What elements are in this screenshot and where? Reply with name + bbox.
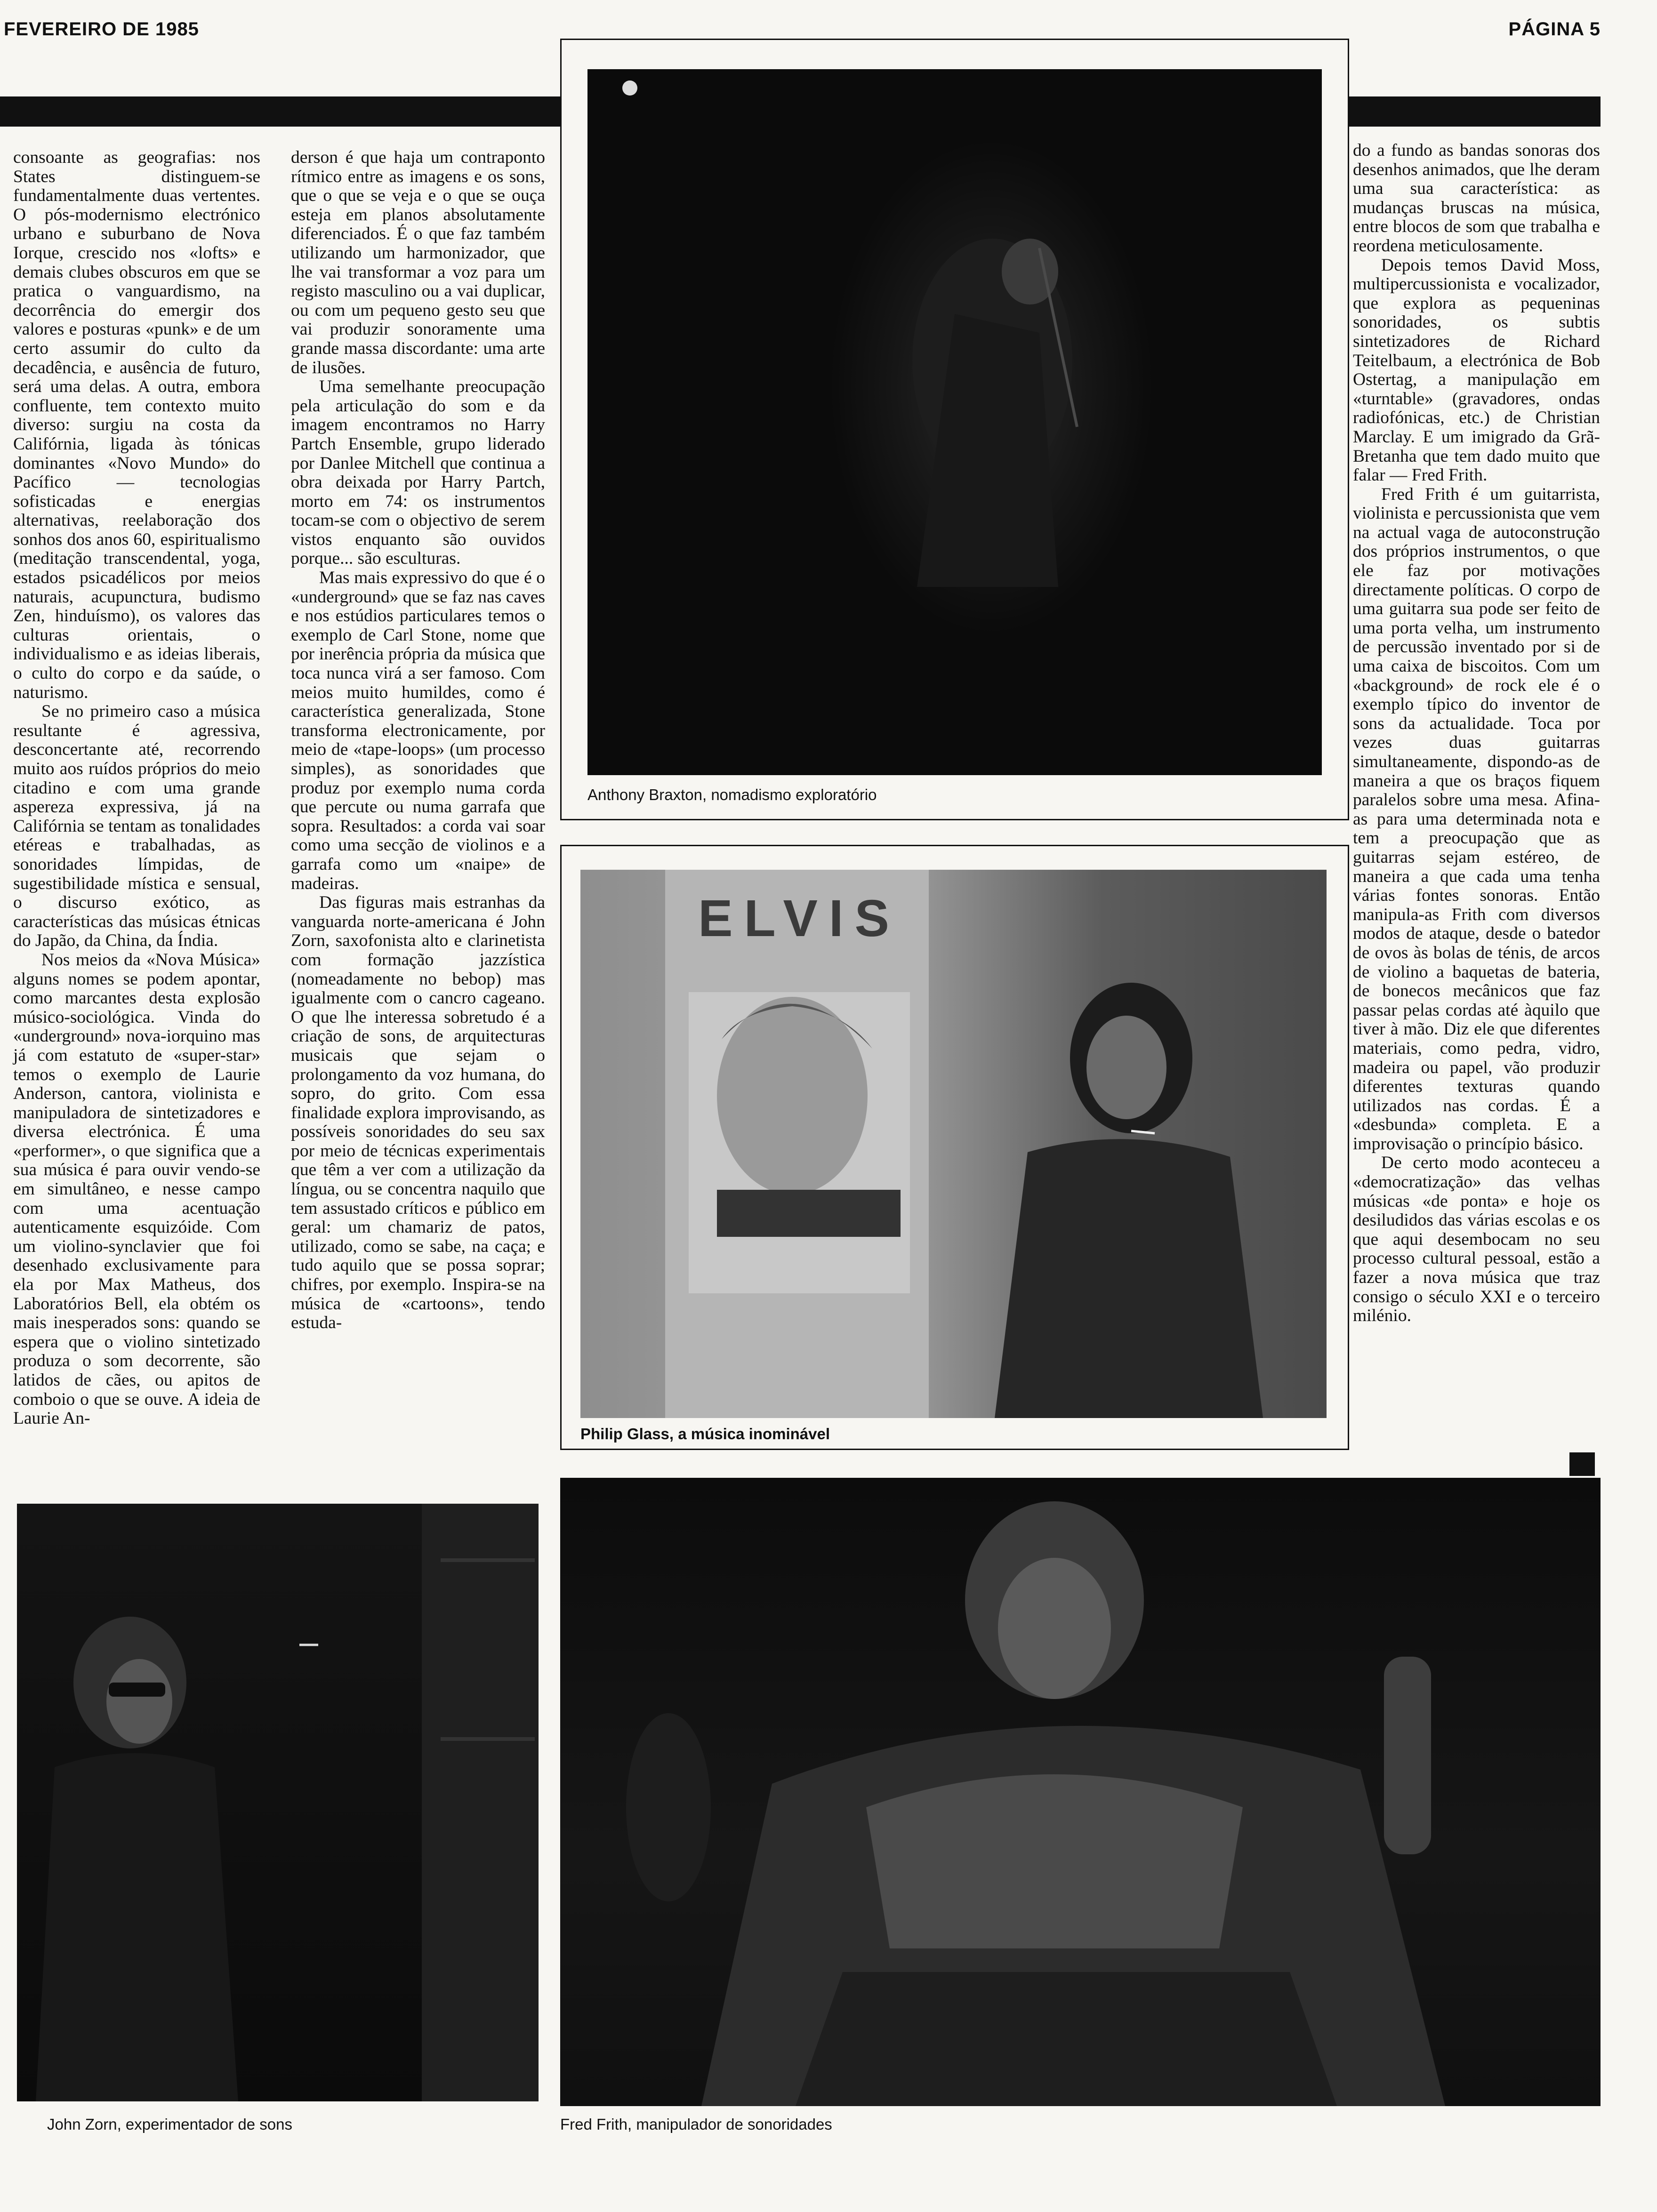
zorn-figure <box>17 1504 539 2101</box>
glass-photo-frame <box>560 845 1349 1450</box>
header-rule-left <box>0 96 560 127</box>
glass-scene <box>580 870 1327 1418</box>
paragraph: Se no primeiro caso a música resultante é agressiva, desconcertante até, recorrendo muito aos ruídos próprios do meio citadino e com uma grande aspereza expressiva, já na Califórnia se tentam as tonalidades etéreas e trabalhadas, as sonoridades límpidas, de sugestibilidade mística e sensual, o discurso exótico, as características das músicas étnicas do Japão, da China, da Índia. <box>13 702 260 951</box>
braxton-figure <box>587 69 1322 775</box>
braxton-photo-frame <box>560 39 1349 820</box>
end-of-article-mark <box>1569 1452 1595 1476</box>
paragraph: consoante as geografias: nos States distinguem-se fundamentalmente duas vertentes. O pós-modernismo electrónico urbano e suburbano de Nova Iorque, crescido nos «lofts» e demais clubes obscuros em que se pratica o vanguardismo, na decorrência do emergir dos valores e posturas «punk» e de um certo assumir do culto da decadência, e ausência de futuro, será uma delas. A outra, embora confluente, tem contexto muito diverso: surgiu na costa da Califórnia, ligada às tónicas dominantes «Novo Mundo» do Pacífico — tecnologias sofisticadas e energias alternativas, reelaboração dos sonhos dos anos 60, espiritualismo (meditação transcendental, yoga, estados psicadélicos por meios naturais, acupunctura, budismo Zen, hinduísmo), os valores das culturas orientais, o individualismo e as ideias liberais, o culto do corpo e da saúde, o naturismo. <box>13 148 260 702</box>
paragraph: Uma semelhante preocupação pela articulação do som e da imagem encontramos no Harry Partch Ensemble, grupo liderado por Danlee Mitchell que continua a obra deixada por Harry Partch, morto em 74: os instrumentos tocam-se com o objectivo de serem vistos enquanto são ouvidos porque... são esculturas. <box>291 377 545 569</box>
frith-photo <box>560 1478 1601 2106</box>
zorn-caption: John Zorn, experimentador de sons <box>47 2116 292 2133</box>
paragraph: derson é que haja um contraponto rítmico entre as imagens e os sons, que o que se veja e o que se ouça esteja em planos absolutamente diferenciados. É o que faz também utilizando um harmonizador, que lhe vai transformar a voz para um registo masculino ou a vai duplicar, ou com um pequeno gesto seu que vai produzir sonoramente uma grande massa discordante: uma arte de ilusões. <box>291 148 545 377</box>
frith-figure <box>560 1478 1601 2106</box>
header-rule-right <box>1346 96 1601 127</box>
paragraph: Das figuras mais estranhas da vanguarda norte-americana é John Zorn, saxofonista alto e clarinetista com formação jazzística (nomeadamente no bebop) mas igualmente com o cancro cageano. O que lhe interessa sobretudo é a criação de sons, de arquitecturas musicais que sejam o prolongamento da voz humana, do sopro, do grito. Com essa finalidade explora improvisando, as possíveis sonoridades do seu sax por meio de técnicas experimentais que têm a ver com a utilização da língua, ou se concentra naquilo que tem assustado críticos e público em geral: um chamariz de patos, utilizado, como se sabe, na caça; e tudo aquilo que se possa soprar; chifres, por exemplo. Inspira-se na música de «cartoons», tendo estuda- <box>291 893 545 1333</box>
glass-caption: Philip Glass, a música inominável <box>580 1425 830 1443</box>
elvis-poster-title: ELVIS <box>698 890 901 947</box>
page-number: PÁGINA 5 <box>1508 19 1601 40</box>
glass-photo <box>580 870 1327 1418</box>
issue-date: FEVEREIRO DE 1985 <box>4 19 199 40</box>
text-column-3 <box>1353 141 1600 1326</box>
text-column-2 <box>291 148 545 1333</box>
braxton-caption: Anthony Braxton, nomadismo exploratório <box>587 786 877 803</box>
text-column-1 <box>13 148 260 1428</box>
zorn-photo <box>17 1504 539 2101</box>
paragraph: Fred Frith é um guitarrista, violinista e percussionista que vem na actual vaga de autoconstrução dos próprios instrumentos, o que ele faz por motivações directamente políticas. O corpo de uma guitarra sua pode ser feito de uma porta velha, um instrumento de percussão inventado por si de uma caixa de biscoitos. Com um «background» de rock ele é o exemplo típico do inventor de sons da actualidade. Toca por vezes duas guitarras simultaneamente, dispondo-as de maneira a que os braços fiquem paralelos sobre uma mesa. Afina-as para uma determinada nota e tem a preocupação que as guitarras sejam estéreo, de maneira a que cada uma tenha várias fontes sonoras. Então manipula-as Frith com diversos modos de ataque, desde o batedor de ovos às bolas de ténis, de arcos de violino a baquetas de bateria, de bonecos mecânicos que faz passar pelas cordas até àquilo que tiver à mão. Diz ele que diferentes materiais, como pedra, vidro, madeira ou papel, vão produzir diferentes texturas quando utilizados nas cordas. É a «desbunda» completa. E a improvisação o princípio básico. <box>1353 484 1600 1154</box>
paragraph: Depois temos David Moss, multipercussionista e vocalizador, que explora as pequeninas sonoridades, os subtis sintetizadores de Richard Teitelbaum, a electrónica de Bob Ostertag, a manipulação em «turntable» (gravadores, ondas radiofónicas, etc.) de Christian Marclay. E um imigrado da Grã-Bretanha que tem dado muito que falar — Fred Frith. <box>1353 255 1600 485</box>
braxton-photo <box>587 69 1322 775</box>
paragraph: De certo modo aconteceu a «democratização» das velhas músicas «de ponta» e hoje os desiludidos das várias escolas e os que aqui desembocam no seu processo cultural pessoal, estão a fazer a nova música que traz consigo o século XXI e o terceiro milénio. <box>1353 1153 1600 1326</box>
paragraph: do a fundo as bandas sonoras dos desenhos animados, que lhe deram uma sua característica: as mudanças bruscas na música, entre blocos de som que trabalha e reordena meticulosamente. <box>1353 141 1600 256</box>
paragraph: Mas mais expressivo do que é o «underground» que se faz nas caves e nos estúdios particulares temos o exemplo de Carl Stone, nome que por inerência própria da música que toca nunca virá a ser famoso. Com meios muito humildes, como é característica generalizada, Stone transforma electronicamente, por meio de «tape-loops» (um processo simples), as sonoridades que produz por exemplo numa corda que percute ou numa garrafa que sopra. Resultados: a corda vai soar como uma secção de violinos e a garrafa como um «naipe» de madeiras. <box>291 568 545 893</box>
frith-caption: Fred Frith, manipulador de sonoridades <box>560 2116 832 2133</box>
paragraph: Nos meios da «Nova Música» alguns nomes se podem apontar, como marcantes desta explosão músico-sociológica. Vinda do «underground» nova-iorquino mas já com estatuto de «super-star» temos o exemplo de Laurie Anderson, cantora, violinista e manipuladora de sintetizadores e diversa electrónica. É uma «performer», o que significa que a sua música é para ouvir vendo-se em simultâneo, e nesse campo com uma acentuação autenticamente esquizóide. Com um violino-synclavier que foi desenhado exclusivamente para ela por Max Matheus, dos Laboratórios Bell, ela obtém os mais inesperados sons: quando se espera que o violino sintetizado produza o som decorrente, são latidos de cães, ou apitos de comboio o que se ouve. A ideia de Laurie An- <box>13 950 260 1428</box>
